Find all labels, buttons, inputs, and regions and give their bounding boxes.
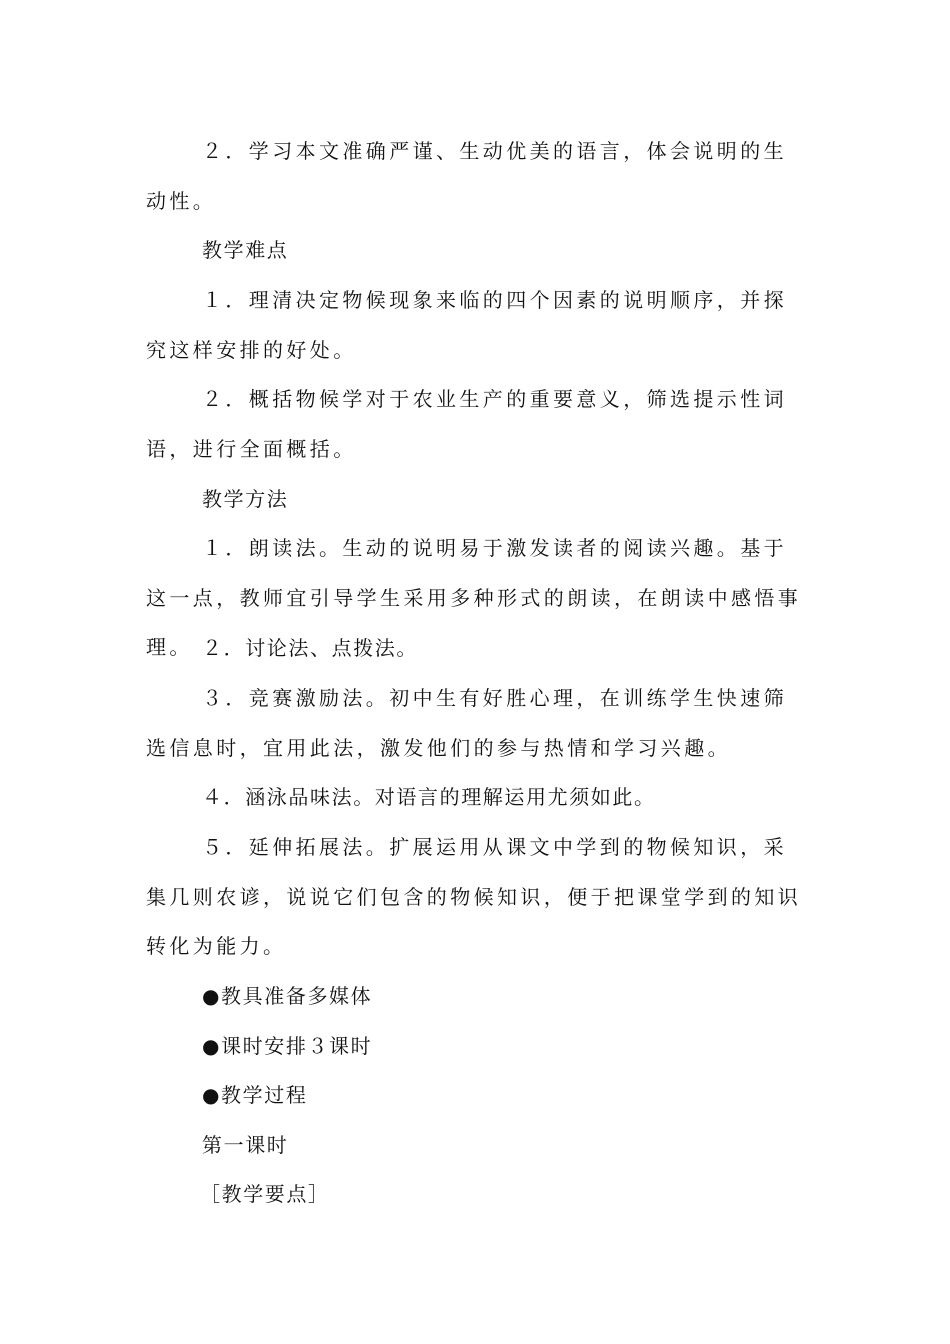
bullet-teaching-aids: ●教具准备多媒体 bbox=[202, 984, 373, 1008]
paragraph-method-1: １．朗读法。生动的说明易于激发读者的阅读兴趣。基于这一点，教师宜引导学生采用多种形式的朗读，在朗读中感悟事理。 bbox=[146, 536, 802, 659]
heading-first-lesson: 第一课时 bbox=[202, 1133, 289, 1157]
paragraph-method-5: ５．延伸拓展法。扩展运用从课文中学到的物候知识，采集几则农谚，说说它们包含的物候知识，便于把课堂学到的知识转化为能力。 bbox=[146, 835, 802, 958]
bullet-teaching-process: ●教学过程 bbox=[202, 1083, 308, 1107]
paragraph-objective-2: ２．学习本文准确严谨、生动优美的语言，体会说明的生动性。 bbox=[146, 139, 787, 213]
heading-teaching-methods: 教学方法 bbox=[202, 487, 289, 511]
paragraph-method-3: ３．竞赛激励法。初中生有好胜心理，在训练学生快速筛选信息时，宜用此法，激发他们的参与热情和学习兴趣。 bbox=[146, 686, 787, 760]
paragraph-difficulty-2: ２．概括物候学对于农业生产的重要意义，筛选提示性词语，进行全面概括。 bbox=[146, 387, 787, 461]
bullet-class-schedule: ●课时安排３课时 bbox=[202, 1034, 373, 1058]
paragraph-method-2: ２．讨论法、点拨法。 bbox=[202, 636, 418, 660]
heading-teaching-key-points: ［教学要点］ bbox=[200, 1182, 330, 1206]
paragraph-difficulty-1: １．理清决定物候现象来临的四个因素的说明顺序，并探究这样安排的好处。 bbox=[146, 288, 787, 362]
paragraph-method-4: ４．涵泳品味法。对语言的理解运用尤须如此。 bbox=[202, 785, 656, 809]
heading-teaching-difficulties: 教学难点 bbox=[202, 238, 289, 262]
